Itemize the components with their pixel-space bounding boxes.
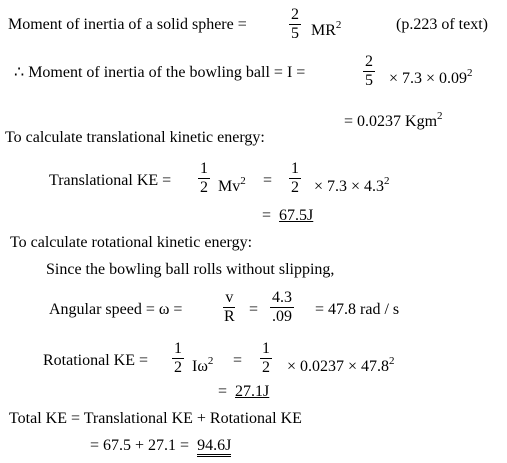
bowling-ball-inertia-values: × $7.3 \times 0.09^2$: [389, 67, 473, 87]
exponent: 2: [389, 355, 395, 367]
exponent: 2: [207, 355, 214, 367]
inertia-result: = 0.0237 Kgm$^2$: [344, 110, 443, 130]
solid-sphere-formula-label: [8, 16, 247, 34]
bowling-ball-inertia-label: ∴ Moment of inertia of the bowling ball = I =: [14, 64, 306, 81]
fraction-numerator: 4.3: [272, 289, 292, 306]
rotational-ke-label: Rotational KE =: [43, 352, 149, 369]
rotational-ke-iw2: $I\omega^2$: [192, 355, 214, 375]
fraction-numerator: 2: [365, 53, 373, 70]
fraction-two-fifths-1: [289, 6, 301, 43]
fraction-denominator: 2: [174, 359, 182, 376]
fraction-one-half-4: [260, 340, 272, 377]
total-ke-formula: Total KE = Translational KE + Rotational KE: [9, 410, 302, 427]
total-ke-result: = 67.5 + 27.1 = 94.6J: [90, 437, 231, 455]
exponent: 2: [384, 175, 390, 187]
exponent: 2: [467, 67, 473, 79]
fraction-4.3-over-.09: [270, 289, 294, 326]
fraction-denominator: R: [224, 308, 235, 325]
rolling-condition: Since the bowling ball rolls without slipping,: [46, 261, 335, 278]
fraction-denominator: .09: [272, 308, 292, 325]
fraction-denominator: 2: [262, 359, 270, 376]
translational-ke-label: Translational KE =: [49, 172, 172, 189]
fraction-two-fifths-2: [363, 53, 375, 90]
exponent: 2: [437, 110, 443, 122]
text-reference: (p.223 of text): [396, 16, 488, 33]
angular-speed-value: = 47.8 rad / s: [315, 301, 400, 318]
solid-sphere-formula-lead: Moment of inertia of a solid sphere =: [8, 16, 247, 33]
fraction-one-half-2: [289, 160, 301, 197]
exponent: 2: [240, 175, 246, 187]
fraction-numerator: 2: [291, 6, 299, 23]
fraction-numerator: 1: [200, 160, 208, 177]
fraction-v-over-r: [222, 289, 237, 326]
rotational-ke-values: × $0.0237 \times 47.8^2$: [287, 355, 395, 375]
translational-ke-heading: To calculate translational kinetic energy:: [5, 129, 265, 146]
fraction-numerator: 1: [291, 160, 299, 177]
fraction-denominator: 5: [291, 25, 299, 42]
rotational-ke-heading: To calculate rotational kinetic energy:: [10, 234, 253, 251]
equals-sign: =: [233, 352, 243, 369]
fraction-numerator: v: [225, 289, 234, 306]
therefore-symbol: ∴: [14, 64, 25, 81]
translational-ke-values: × $7.3 \times 4.3^2$: [314, 175, 390, 195]
equals-sign: =: [263, 172, 273, 189]
translational-ke-value: 67.5J: [279, 207, 314, 224]
rotational-ke-result: = 27.1J: [218, 383, 270, 400]
exponent: 2: [335, 19, 342, 31]
translational-ke-mv2: Mv$^2$: [218, 175, 246, 195]
fraction-denominator: 2: [291, 179, 299, 196]
solid-sphere-formula-tail: $MR^2$: [311, 19, 342, 39]
equals-sign: =: [249, 301, 259, 318]
total-ke-value: 94.6J: [197, 437, 231, 457]
fraction-denominator: 2: [200, 179, 208, 196]
fraction-numerator: 1: [174, 340, 182, 357]
angular-speed-label: Angular speed = ω =: [49, 301, 183, 318]
fraction-numerator: 1: [262, 340, 270, 357]
fraction-denominator: 5: [365, 72, 373, 89]
fraction-one-half-3: [172, 340, 184, 377]
rotational-ke-value: 27.1J: [235, 383, 270, 400]
translational-ke-result: = 67.5J: [262, 207, 314, 224]
fraction-one-half-1: [198, 160, 210, 197]
